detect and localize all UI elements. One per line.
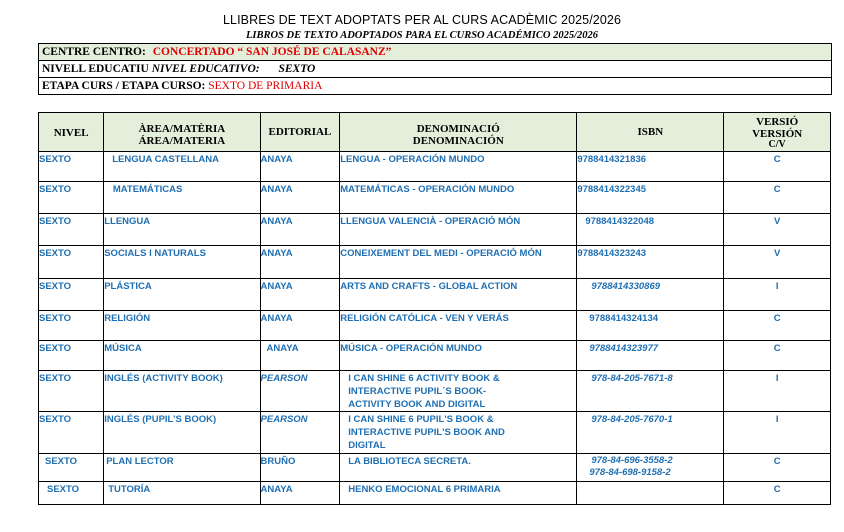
cell-version: C [724, 454, 831, 482]
cell-nivel: SEXTO [39, 182, 104, 214]
cell-denominacion: LA BIBLIOTECA SECRETA. [340, 454, 577, 482]
nivell-value: SEXTO [278, 63, 316, 75]
header-area: ÀREA/MATÈRIA ÁREA/MATERIA [104, 113, 260, 152]
cell-version: I [724, 412, 831, 454]
cell-editorial: PEARSON [260, 412, 340, 454]
cell-isbn: 9788414324134 [577, 311, 724, 341]
table-row [39, 412, 831, 454]
header-isbn: ISBN [577, 113, 724, 152]
table-row [39, 454, 831, 482]
cell-nivel: SEXTO [39, 371, 104, 412]
header-version: VERSIÓ VERSIÓN C/V [724, 113, 831, 152]
etapa-label: ETAPA CURS / ETAPA CURSO: [42, 80, 206, 92]
cell-isbn: 9788414322048 [577, 214, 724, 246]
cell-denominacion: RELIGIÓN CATÓLICA - VEN Y VERÁS [340, 311, 577, 341]
header-nivel: NIVEL [39, 113, 104, 152]
cell-area: TUTORÍA [104, 482, 260, 505]
cell-area: MATEMÁTICAS [104, 182, 260, 214]
cell-isbn: 9788414321836 [577, 152, 724, 182]
cell-area: PLAN LECTOR [104, 454, 260, 482]
cell-denominacion: HENKO EMOCIONAL 6 PRIMARIA [340, 482, 577, 505]
etapa-row [39, 78, 832, 95]
cell-editorial: ANAYA [260, 311, 340, 341]
table-row [39, 246, 831, 279]
cell-area: MÚSICA [104, 341, 260, 371]
cell-version: C [724, 482, 831, 505]
cell-denominacion: CONEIXEMENT DEL MEDI - OPERACIÓ MÓN [340, 246, 577, 279]
cell-nivel: SEXTO [39, 311, 104, 341]
cell-denominacion: LLENGUA VALENCIÀ - OPERACIÓ MÓN [340, 214, 577, 246]
cell-nivel: SEXTO [39, 482, 104, 505]
cell-editorial: ANAYA [260, 152, 340, 182]
textbooks-table [38, 112, 831, 505]
document-title-valencian: LLIBRES DE TEXT ADOPTATS PER AL CURS ACADÈMIC 2025/2026 [222, 13, 622, 27]
centre-row [39, 44, 832, 61]
nivell-row [39, 61, 832, 78]
cell-isbn: 9788414323977 [577, 341, 724, 371]
centre-label: CENTRE CENTRO: [42, 46, 146, 58]
cell-denominacion: I CAN SHINE 6 ACTIVITY BOOK & INTERACTIVE PUPIL´S BOOK-ACTIVITY BOOK AND DIGITAL [340, 371, 577, 412]
cell-version: V [724, 246, 831, 279]
cell-version: I [724, 279, 831, 311]
header-editorial: EDITORIAL [260, 113, 340, 152]
cell-denominacion: MATEMÁTICAS - OPERACIÓN MUNDO [340, 182, 577, 214]
cell-version: C [724, 152, 831, 182]
cell-nivel: SEXTO [39, 152, 104, 182]
cell-version: I [724, 371, 831, 412]
nivell-label: NIVELL EDUCATIU [42, 63, 149, 75]
cell-area: RELIGIÓN [104, 311, 260, 341]
cell-editorial: ANAYA [260, 279, 340, 311]
cell-editorial: ANAYA [260, 341, 340, 371]
table-row [39, 311, 831, 341]
cell-editorial: PEARSON [260, 371, 340, 412]
document-title-spanish: LIBROS DE TEXTO ADOPTADOS PARA EL CURSO ACADÉMICO 2025/2026 [245, 30, 599, 41]
cell-area: SOCIALS I NATURALS [104, 246, 260, 279]
cell-denominacion: MÚSICA - OPERACIÓN MUNDO [340, 341, 577, 371]
cell-nivel: SEXTO [39, 214, 104, 246]
cell-isbn [577, 482, 724, 505]
table-row [39, 152, 831, 182]
cell-area: LLENGUA [104, 214, 260, 246]
header-row [39, 113, 831, 152]
school-info-table [38, 43, 832, 95]
cell-area: PLÁSTICA [104, 279, 260, 311]
cell-denominacion: ARTS AND CRAFTS - GLOBAL ACTION [340, 279, 577, 311]
cell-isbn: 978-84-205-7670-1 [577, 412, 724, 454]
etapa-value: SEXTO DE PRIMARIA [208, 80, 323, 92]
cell-editorial: ANAYA [260, 482, 340, 505]
cell-isbn: 9788414330869 [577, 279, 724, 311]
cell-area: INGLÉS (ACTIVITY BOOK) [104, 371, 260, 412]
table-row [39, 182, 831, 214]
cell-version: C [724, 311, 831, 341]
cell-editorial: ANAYA [260, 246, 340, 279]
cell-isbn: 9788414322345 [577, 182, 724, 214]
table-row [39, 482, 831, 505]
table-row [39, 371, 831, 412]
cell-editorial: ANAYA [260, 182, 340, 214]
cell-editorial: BRUÑO [260, 454, 340, 482]
cell-area: INGLÉS (PUPIL’S BOOK) [104, 412, 260, 454]
centre-value: CONCERTADO “ SAN JOSÉ DE CALASANZ” [152, 46, 392, 58]
cell-nivel: SEXTO [39, 412, 104, 454]
nivell-label-es: NIVEL EDUCATIVO: [151, 63, 260, 75]
cell-nivel: SEXTO [39, 246, 104, 279]
cell-denominacion: I CAN SHINE 6 PUPIL'S BOOK & INTERACTIVE PUPIL'S BOOK AND DIGITAL [340, 412, 577, 454]
table-row [39, 214, 831, 246]
cell-nivel: SEXTO [39, 454, 104, 482]
cell-isbn: 978-84-696-3558-2 978-84-698-9158-2 [577, 454, 724, 482]
table-row [39, 279, 831, 311]
cell-area: LENGUA CASTELLANA [104, 152, 260, 182]
table-row [39, 341, 831, 371]
cell-denominacion: LENGUA - OPERACIÓN MUNDO [340, 152, 577, 182]
cell-isbn: 978-84-205-7671-8 [577, 371, 724, 412]
cell-editorial: ANAYA [260, 214, 340, 246]
cell-version: C [724, 341, 831, 371]
cell-version: C [724, 182, 831, 214]
cell-version: V [724, 214, 831, 246]
cell-nivel: SEXTO [39, 279, 104, 311]
cell-isbn: 9788414323243 [577, 246, 724, 279]
header-denominacion: DENOMINACIÓ DENOMINACIÓN [340, 113, 577, 152]
cell-nivel: SEXTO [39, 341, 104, 371]
